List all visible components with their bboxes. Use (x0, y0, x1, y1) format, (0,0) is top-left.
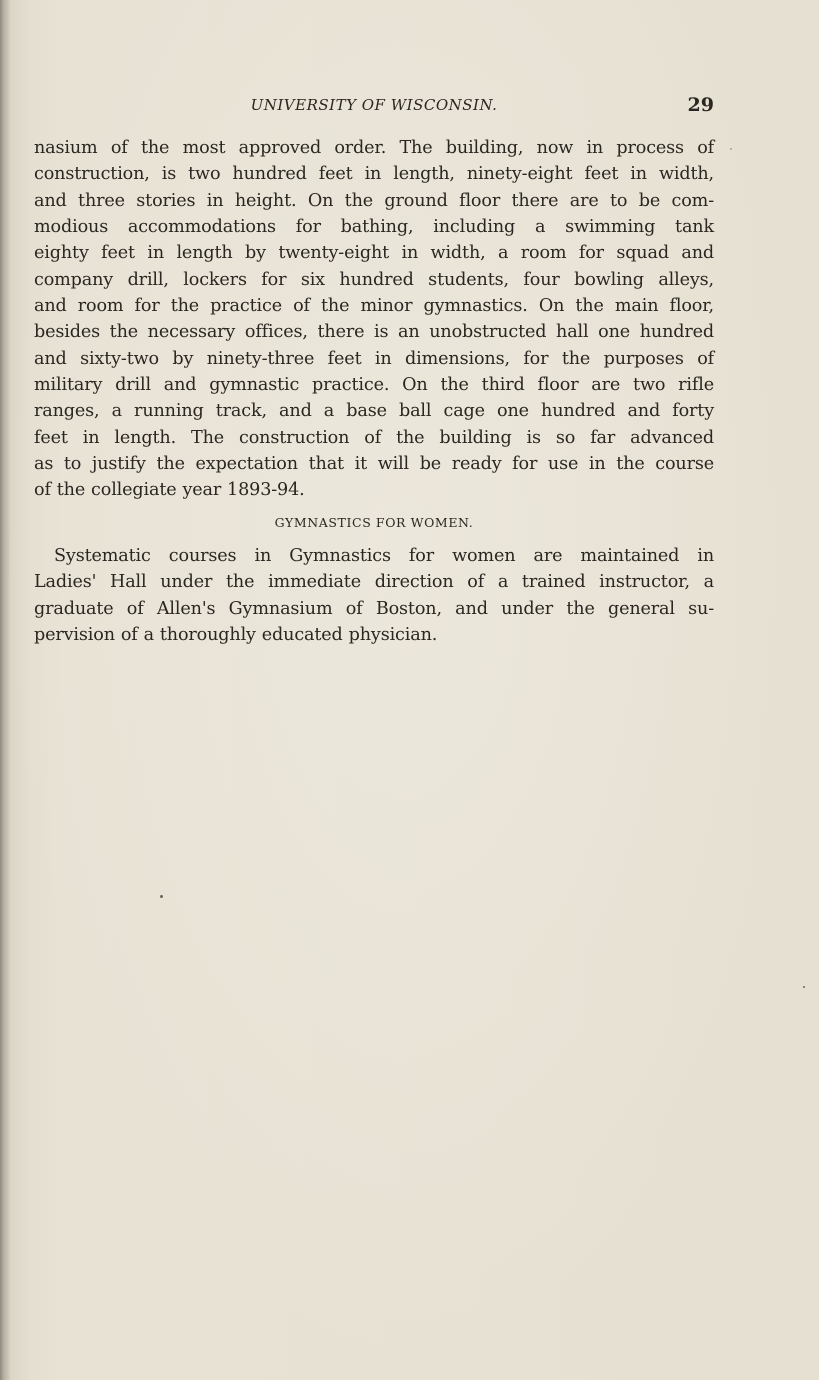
paper-speck (730, 148, 732, 150)
text-line: construction, is two hundred feet in length, ninety-eight feet in width, (34, 164, 714, 185)
text-line: company drill, lockers for six hundred students, four bowling alleys, (34, 269, 714, 290)
text-line: graduate of Allen's Gymnasium of Boston, and under the general su- (34, 598, 714, 619)
page-header (34, 92, 714, 118)
text-line: ranges, a running track, and a base ball cage one hundred and forty (34, 401, 714, 422)
text-line: Systematic courses in Gymnastics for women are maintained in (54, 546, 714, 566)
text-line: modious accommodations for bathing, including a swimming tank (34, 217, 714, 238)
page-number: 29 (687, 94, 714, 116)
text-line: and sixty-two by ninety-three feet in dimensions, for the purposes of (34, 348, 714, 369)
book-spine-edge (0, 0, 10, 1380)
text-line: military drill and gymnastic practice. On the third floor are two rifle (34, 375, 714, 396)
text-line: of the collegiate year 1893-94. (34, 480, 305, 501)
text-line: Ladies' Hall under the immediate direction of a trained instructor, a (34, 572, 714, 593)
text-line: nasium of the most approved order. The building, now in process of (34, 138, 714, 158)
text-line: pervision of a thoroughly educated physician. (34, 625, 438, 646)
paper-speck (160, 895, 163, 898)
text-line: besides the necessary offices, there is an unobstructed hall one hundred (34, 322, 714, 343)
text-line: feet in length. The construction of the building is so far advanced (34, 427, 714, 448)
text-line: as to justify the expectation that it will be ready for use in the course (34, 454, 714, 475)
section-heading: GYMNASTICS FOR WOMEN. (274, 515, 474, 530)
text-line: and room for the practice of the minor gymnastics. On the main floor, (34, 296, 714, 317)
paper-speck (803, 986, 805, 988)
text-line: eighty feet in length by twenty-eight in width, a room for squad and (34, 243, 714, 264)
text-line: and three stories in height. On the ground floor there are to be com- (34, 190, 714, 211)
running-head: UNIVERSITY OF WISCONSIN. (250, 96, 498, 114)
paragraph-building-description (34, 135, 714, 504)
paragraph-gymnastics-for-women (34, 543, 714, 648)
